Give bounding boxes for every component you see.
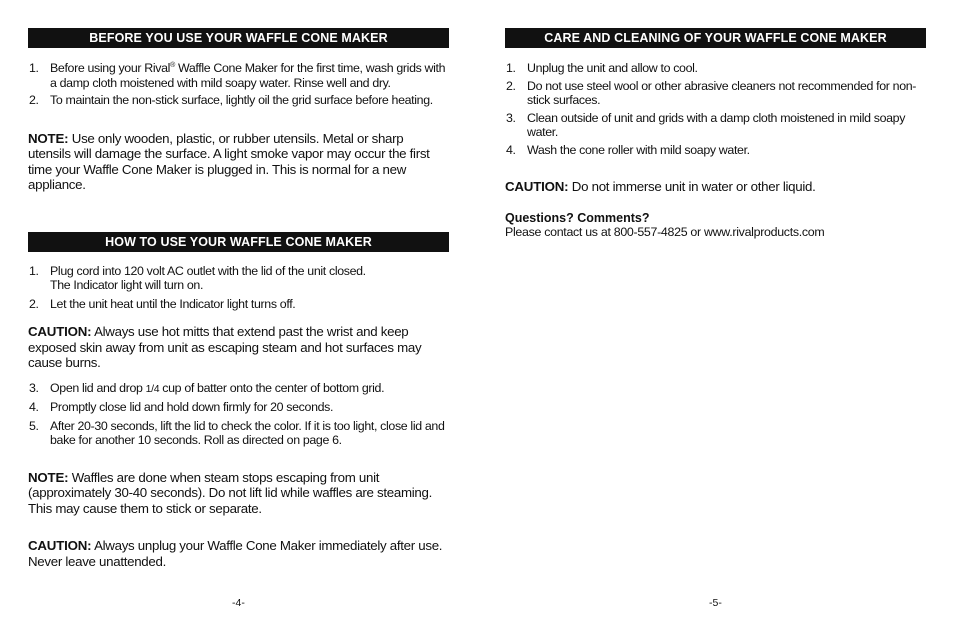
list-item bbox=[505, 143, 926, 158]
fraction: 1/4 bbox=[145, 382, 160, 395]
item-text: cup of batter onto the center of bottom grid. bbox=[159, 380, 385, 395]
note-paragraph bbox=[28, 131, 449, 193]
caution-text: Always unplug your Waffle Cone Maker immediately after use. Never leave unattended. bbox=[28, 538, 443, 569]
list-item bbox=[28, 400, 449, 415]
caution-text: Do not immerse unit in water or other liquid. bbox=[568, 179, 816, 194]
left-page bbox=[28, 28, 449, 569]
right-page bbox=[505, 28, 926, 239]
list-item bbox=[28, 419, 449, 448]
item-text: Plug cord into 120 volt AC outlet with the lid of the unit closed. bbox=[50, 263, 366, 278]
list-number: 2. bbox=[29, 296, 39, 311]
item-text: To maintain the non-stick surface, lightly oil the grid surface before heating. bbox=[50, 93, 433, 107]
list-item bbox=[505, 61, 926, 76]
questions-heading: Questions? Comments? bbox=[505, 210, 650, 225]
item-text: Open lid and drop bbox=[50, 380, 146, 395]
list-number: 4. bbox=[506, 142, 516, 157]
note-label: NOTE: bbox=[28, 130, 69, 146]
list-number: 2. bbox=[506, 78, 516, 93]
item-text: Let the unit heat until the Indicator light turns off. bbox=[50, 296, 296, 311]
item-text: After 20-30 seconds, lift the lid to check the color. If it is too light, close lid and bake for another 10 seconds. Roll as directed on page 6. bbox=[50, 418, 445, 447]
list-number: 1. bbox=[506, 61, 516, 75]
item-text: Do not use steel wool or other abrasive cleaners not recommended for non-stick surfaces. bbox=[527, 78, 917, 107]
section-header-care-cleaning: CARE AND CLEANING OF YOUR WAFFLE CONE MAKER bbox=[505, 28, 926, 48]
item-text: The Indicator light will turn on. bbox=[50, 278, 204, 292]
list-item bbox=[28, 264, 449, 293]
note-text: Use only wooden, plastic, or rubber utensils. Metal or sharp utensils will damage the surface. A light smoke vapor may occur the first time your Waffle Cone Maker is plugged in. This is normal for a new appliance. bbox=[28, 130, 430, 192]
caution-label: CAUTION: bbox=[505, 179, 569, 194]
list-number: 4. bbox=[29, 400, 39, 414]
list-number: 5. bbox=[29, 418, 39, 433]
list-number: 2. bbox=[29, 93, 39, 107]
how-to-use-list-b bbox=[28, 381, 449, 448]
list-number: 3. bbox=[29, 380, 39, 395]
page-number-right: -5- bbox=[709, 597, 722, 609]
page-number-left: -4- bbox=[232, 597, 245, 609]
item-text: Waffle Cone Maker for the first time, wash grids with a damp cloth moistened with mild soapy water. Rinse well and dry. bbox=[50, 61, 446, 90]
list-item bbox=[28, 381, 449, 397]
how-to-use-list-a bbox=[28, 264, 449, 312]
list-number: 1. bbox=[29, 61, 39, 75]
list-item bbox=[28, 297, 449, 312]
care-cleaning-list bbox=[505, 61, 926, 157]
caution-paragraph bbox=[28, 538, 449, 569]
section-header-how-to-use: HOW TO USE YOUR WAFFLE CONE MAKER bbox=[28, 232, 449, 252]
caution-paragraph bbox=[28, 324, 449, 371]
list-number: 3. bbox=[506, 110, 516, 125]
list-item bbox=[505, 111, 926, 140]
section-header-before-use: BEFORE YOU USE YOUR WAFFLE CONE MAKER bbox=[28, 28, 449, 48]
note-paragraph bbox=[28, 470, 449, 517]
before-use-list bbox=[28, 61, 449, 108]
item-text: Unplug the unit and allow to cool. bbox=[527, 61, 698, 75]
caution-text: Always use hot mitts that extend past the wrist and keep exposed skin away from unit as escaping steam and hot surfaces may cause burns. bbox=[28, 324, 422, 370]
item-text: Wash the cone roller with mild soapy water. bbox=[527, 142, 750, 157]
caution-label: CAUTION: bbox=[28, 538, 92, 553]
caution-label: CAUTION: bbox=[28, 324, 92, 339]
list-item bbox=[505, 79, 926, 108]
registered-mark: ® bbox=[170, 62, 175, 69]
note-label: NOTE: bbox=[28, 469, 69, 485]
note-text: Waffles are done when steam stops escaping from unit (approximately 30-40 seconds). Do not lift lid while waffles are steaming. This may cause them to stick or separate. bbox=[28, 469, 432, 516]
item-text: Clean outside of unit and grids with a damp cloth moistened in mild soapy water. bbox=[527, 110, 906, 139]
item-text: Before using your Rival bbox=[50, 61, 171, 75]
list-item bbox=[28, 93, 449, 108]
item-text: Promptly close lid and hold down firmly for 20 seconds. bbox=[50, 400, 334, 414]
list-item bbox=[28, 61, 449, 90]
contact-text: Please contact us at 800-557-4825 or www.rivalproducts.com bbox=[505, 224, 825, 239]
caution-paragraph bbox=[505, 179, 926, 195]
list-number: 1. bbox=[29, 263, 39, 278]
